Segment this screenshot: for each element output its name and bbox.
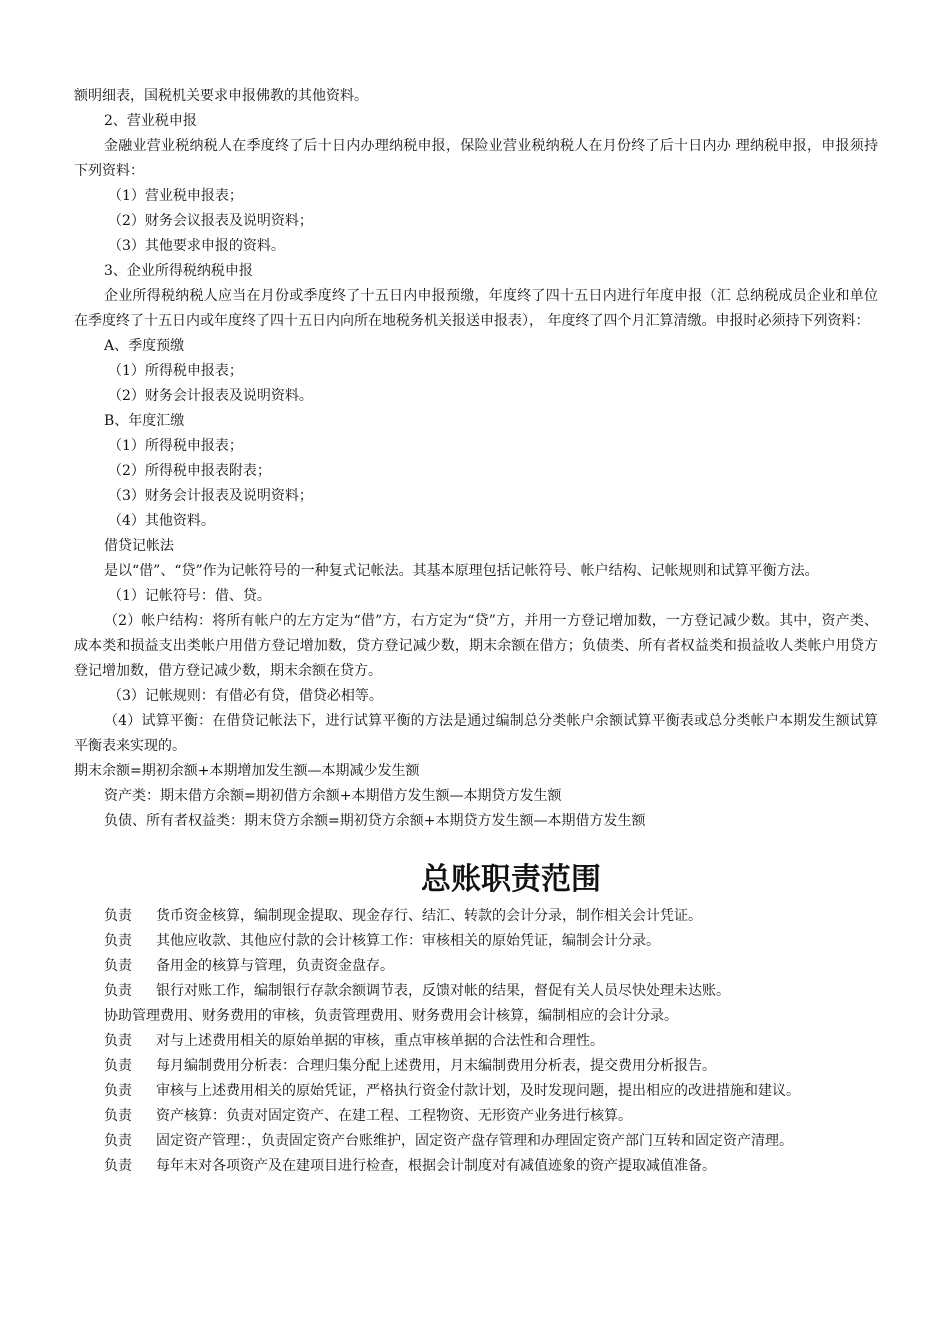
duty-label: 负责 bbox=[104, 933, 132, 949]
text-line: 3、企业所得税纳税申报 bbox=[104, 263, 253, 279]
duty-text: 对与上述费用相关的原始单据的审核，重点审核单据的合法性和合理性。 bbox=[156, 1033, 604, 1049]
duty-label: 负责 bbox=[104, 983, 132, 999]
duty-text: 其他应收款、其他应付款的会计核算工作：审核相关的原始凭证，编制会计分录。 bbox=[156, 933, 660, 949]
duty-item bbox=[74, 1129, 878, 1154]
duty-text: 银行对账工作，编制银行存款余额调节表，反馈对帐的结果，督促有关人员尽快处理未达账。 bbox=[156, 983, 730, 999]
duty-item bbox=[74, 1054, 878, 1079]
text-line: 负债、所有者权益类：期末贷方余额=期初贷方余额+本期贷方发生额—本期借方发生额 bbox=[104, 813, 646, 829]
text-line: 资产类：期末借方余额=期初借方余额+本期借方发生额—本期贷方发生额 bbox=[104, 788, 562, 804]
duty-item bbox=[74, 1079, 878, 1104]
duty-text: 资产核算：负责对固定资产、在建工程、工程物资、无形资产业务进行核算。 bbox=[156, 1108, 632, 1124]
duty-label: 负责 bbox=[104, 908, 132, 924]
duty-item bbox=[74, 904, 878, 929]
duty-text: 每月编制费用分析表：合理归集分配上述费用，月末编制费用分析表，提交费用分析报告。 bbox=[156, 1058, 716, 1074]
text-line: （4）其他资料。 bbox=[108, 513, 215, 529]
duty-label: 负责 bbox=[104, 958, 132, 974]
duty-text: 备用金的核算与管理，负责资金盘存。 bbox=[156, 958, 394, 974]
text-line: （2）财务会计报表及说明资料。 bbox=[108, 388, 313, 404]
text-line: （4）试算平衡：在借贷记帐法下，进行试算平衡的方法是通过编制总分类帐户余额试算平衡表或总分类帐户本期发生额试算平衡表来实现的。 bbox=[74, 713, 878, 754]
document-page bbox=[74, 84, 878, 1179]
text-line: 2、营业税申报 bbox=[104, 113, 197, 129]
text-line: 借贷记帐法 bbox=[104, 538, 174, 554]
duty-label: 负责 bbox=[104, 1158, 132, 1174]
duty-text: 协助管理费用、财务费用的审核，负责管理费用、财务费用会计核算，编制相应的会计分录。 bbox=[104, 1008, 678, 1024]
duty-text: 审核与上述费用相关的原始凭证，严格执行资金付款计划，及时发现问题，提出相应的改进措施和建议。 bbox=[156, 1083, 800, 1099]
page-title: 总账职责范围 bbox=[421, 862, 601, 897]
duty-label: 负责 bbox=[104, 1083, 132, 1099]
text-line: （2）财务会议报表及说明资料； bbox=[108, 213, 313, 229]
text-line: 期末余额=期初余额+本期增加发生额—本期减少发生额 bbox=[74, 763, 420, 779]
ledger-duties-list bbox=[74, 904, 878, 1179]
text-line: （1）营业税申报表； bbox=[108, 188, 243, 204]
duty-label: 负责 bbox=[104, 1133, 132, 1149]
text-line: （2）所得税申报表附表； bbox=[108, 463, 271, 479]
duty-item bbox=[74, 979, 878, 1004]
text-line: （3）记帐规则：有借必有贷，借贷必相等。 bbox=[108, 688, 383, 704]
duty-item bbox=[74, 1104, 878, 1129]
text-line: 额明细表，国税机关要求申报佛教的其他资料。 bbox=[74, 88, 368, 104]
text-line: 企业所得税纳税人应当在月份或季度终了十五日内申报预缴，年度终了四十五日内进行年度申报（汇 总纳税成员企业和单位在季度终了十五日内或年度终了四十五日内向所在地税务机关报送申报表）， 年度终了四个月汇算清缴。申报时必须持下列资料： bbox=[74, 288, 878, 329]
text-line: （1）所得税申报表； bbox=[108, 438, 243, 454]
duty-label: 负责 bbox=[104, 1058, 132, 1074]
text-line: （1）所得税申报表； bbox=[108, 363, 243, 379]
text-line: （3）其他要求申报的资料。 bbox=[108, 238, 285, 254]
text-line: 金融业营业税纳税人在季度终了后十日内办理纳税申报，保险业营业税纳税人在月份终了后十日内办 理纳税申报，申报须持下列资料： bbox=[74, 138, 878, 179]
duty-item bbox=[74, 929, 878, 954]
text-line: （1）记帐符号：借、贷。 bbox=[108, 588, 271, 604]
duty-item bbox=[74, 954, 878, 979]
duty-text: 货币资金核算，编制现金提取、现金存行、结汇、转款的会计分录，制作相关会计凭证。 bbox=[156, 908, 702, 924]
text-line: （2）帐户结构：将所有帐户的左方定为“借”方，右方定为“贷”方，并用一方登记增加数，一方登记减少数。其中，资产类、成本类和损益支出类帐户用借方登记增加数，贷方登记减少数，期末余额在借方；负债类、所有者权益类和损益收人类帐户用贷方登记增加数，借方登记减少数，期末余额在贷方。 bbox=[74, 613, 878, 679]
text-line: （3）财务会计报表及说明资料； bbox=[108, 488, 313, 504]
duty-item bbox=[74, 1004, 878, 1029]
tax-and-accounting-section bbox=[74, 84, 878, 834]
text-line: A、季度预缴 bbox=[104, 338, 185, 354]
duty-text: 每年末对各项资产及在建项目进行检查，根据会计制度对有减值迹象的资产提取减值准备。 bbox=[156, 1158, 716, 1174]
duty-item bbox=[74, 1029, 878, 1054]
duty-label: 负责 bbox=[104, 1033, 132, 1049]
text-line: B、年度汇缴 bbox=[104, 413, 185, 429]
duty-text: 固定资产管理：，负责固定资产台账维护，固定资产盘存管理和办理固定资产部门互转和固定资产清理。 bbox=[156, 1133, 793, 1149]
duty-item bbox=[74, 1154, 878, 1179]
text-line: 是以“借”、“贷”作为记帐符号的一种复式记帐法。其基本原理包括记帐符号、帐户结构、记帐规则和试算平衡方法。 bbox=[104, 563, 819, 579]
duty-label: 负责 bbox=[104, 1108, 132, 1124]
